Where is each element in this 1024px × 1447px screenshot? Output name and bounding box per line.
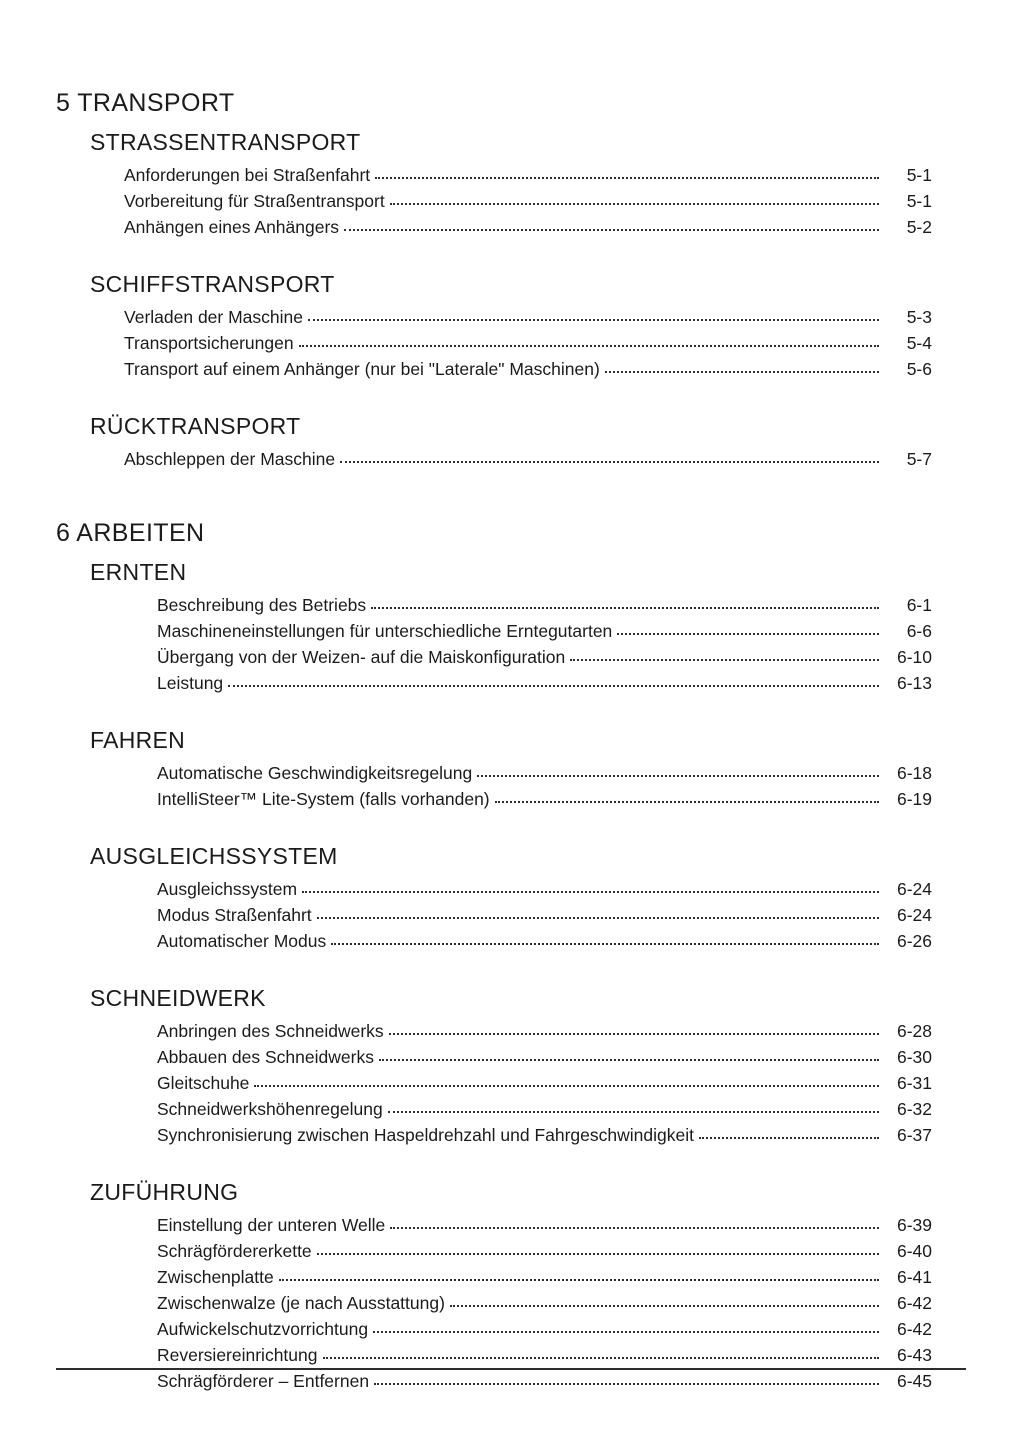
toc-entry [56,902,932,928]
dot-leader [374,1383,879,1385]
toc-entry-page: 6-40 [896,1241,932,1261]
toc-entry [56,214,932,240]
entry-list [56,1018,932,1148]
entry-list [56,446,932,472]
toc-entry-page: 6-1 [906,595,932,615]
toc-section [56,1178,932,1394]
toc-section [56,412,932,472]
toc-entry-label: Synchronisierung zwischen Haspeldrehzahl und Fahrgeschwindigkeit [157,1125,694,1145]
dot-leader [450,1305,879,1307]
dot-leader [373,1331,879,1333]
entry-list [56,304,932,382]
dot-leader [379,1059,879,1061]
toc-entry-label: Abschleppen der Maschine [124,449,336,469]
toc-entry-page: 6-24 [896,879,932,899]
toc-section [56,984,932,1148]
section-title: SCHIFFSTRANSPORT [90,271,335,297]
toc-entry-label: Zwischenplatte [157,1267,274,1287]
toc-entry-page: 6-28 [896,1021,932,1041]
toc-entry-label: Maschineneinstellungen für unterschiedliche Erntegutarten [157,621,613,641]
toc-entry-page: 5-3 [906,307,932,327]
toc-entry-page: 6-43 [896,1345,932,1365]
dot-leader [344,229,879,231]
dot-leader [299,345,879,347]
toc-entry [56,446,932,472]
toc-entry-page: 6-42 [896,1293,932,1313]
dot-leader [317,1253,879,1255]
toc-section [56,558,932,696]
toc-entry-page: 6-10 [896,647,932,667]
dot-leader [495,801,879,803]
dot-leader [390,203,879,205]
dot-leader [302,891,879,893]
toc-entry [56,618,932,644]
dot-leader [570,659,879,661]
toc-entry-page: 6-13 [896,673,932,693]
toc-entry-page: 6-6 [906,621,932,641]
toc-entry-label: Modus Straßenfahrt [157,905,312,925]
chapter [56,88,932,472]
toc-section [56,128,932,240]
toc-entry-page: 6-42 [896,1319,932,1339]
toc-entry-label: Einstellung der unteren Welle [157,1215,386,1235]
toc-entry [56,670,932,696]
toc-entry [56,162,932,188]
toc-entry-label: Anhängen eines Anhängers [124,217,340,237]
dot-leader [389,1033,879,1035]
toc-entry-page: 6-39 [896,1215,932,1235]
toc-entry-label: Ausgleichssystem [157,879,298,899]
entry-list [56,1212,932,1394]
dot-leader [340,461,879,463]
toc-entry-label: Schrägförderer – Entfernen [157,1371,370,1391]
toc-entry-page: 6-45 [896,1371,932,1391]
chapter-title: 6 ARBEITEN [56,519,205,547]
toc-entry-page: 6-24 [896,905,932,925]
dot-leader [279,1279,879,1281]
dot-leader [331,943,879,945]
entry-list [56,876,932,954]
dot-leader [371,607,879,609]
toc-entry-label: IntelliSteer™ Lite-System (falls vorhanden) [157,789,490,809]
toc-entry [56,356,932,382]
toc-entry-label: Anforderungen bei Straßenfahrt [124,165,371,185]
toc-entry [56,1212,932,1238]
toc-section [56,726,932,812]
dot-leader [228,685,879,687]
toc-entry [56,928,932,954]
section-title: AUSGLEICHSSYSTEM [90,843,338,869]
toc-entry-label: Reversiereinrichtung [157,1345,318,1365]
toc-entry-page: 6-30 [896,1047,932,1067]
entry-list [56,592,932,696]
dot-leader [308,319,879,321]
toc-entry [56,1264,932,1290]
toc-entry [56,786,932,812]
toc-entry-label: Transportsicherungen [124,333,294,353]
toc-entry [56,1290,932,1316]
entry-list [56,760,932,812]
toc-entry-page: 5-1 [906,165,932,185]
toc-entry-page: 5-1 [906,191,932,211]
toc-entry-page: 5-4 [906,333,932,353]
toc-entry-label: Verladen der Maschine [124,307,303,327]
toc-entry-label: Aufwickelschutzvorrichtung [157,1319,369,1339]
toc-section [56,270,932,382]
toc-entry-label: Transport auf einem Anhänger (nur bei "Laterale" Maschinen) [124,359,600,379]
toc-entry-label: Automatischer Modus [157,931,327,951]
toc-entry-page: 6-37 [896,1125,932,1145]
entry-list [56,162,932,240]
toc-entry [56,1018,932,1044]
toc-entry [56,304,932,330]
section-title: RÜCKTRANSPORT [90,413,301,439]
toc-entry [56,1316,932,1342]
toc-entry-label: Schrägfördererkette [157,1241,312,1261]
toc-section [56,842,932,954]
dot-leader [477,775,879,777]
toc-entry-page: 6-31 [896,1073,932,1093]
toc-entry [56,760,932,786]
dot-leader [605,371,879,373]
toc-entry-page: 6-26 [896,931,932,951]
toc-entry-label: Gleitschuhe [157,1073,250,1093]
toc-entry-label: Vorbereitung für Straßentransport [124,191,385,211]
toc-entry [56,1122,932,1148]
section-title: SCHNEIDWERK [90,985,266,1011]
section-title: STRASSENTRANSPORT [90,129,361,155]
toc-entry [56,330,932,356]
section-title: ERNTEN [90,559,187,585]
toc-entry-page: 6-19 [896,789,932,809]
toc [56,88,932,1394]
toc-entry-label: Leistung [157,673,224,693]
toc-entry [56,1044,932,1070]
toc-entry-page: 5-2 [906,217,932,237]
toc-entry [56,1096,932,1122]
dot-leader [375,177,879,179]
chapter-title: 5 TRANSPORT [56,89,235,117]
dot-leader [317,917,879,919]
dot-leader [699,1137,879,1139]
toc-entry-page: 5-7 [906,449,932,469]
toc-entry-label: Anbringen des Schneidwerks [157,1021,384,1041]
toc-entry [56,1368,932,1394]
toc-entry-page: 6-18 [896,763,932,783]
toc-entry [56,1342,932,1368]
footer-rule [56,1368,966,1370]
dot-leader [323,1357,880,1359]
toc-entry-page: 6-32 [896,1099,932,1119]
toc-entry-page: 6-41 [896,1267,932,1287]
toc-entry-label: Zwischenwalze (je nach Ausstattung) [157,1293,445,1313]
dot-leader [254,1085,879,1087]
toc-entry [56,876,932,902]
section-title: ZUFÜHRUNG [90,1179,239,1205]
toc-entry [56,644,932,670]
section-title: FAHREN [90,727,186,753]
toc-entry [56,1070,932,1096]
toc-entry-label: Beschreibung des Betriebs [157,595,367,615]
toc-entry [56,592,932,618]
toc-entry-label: Übergang von der Weizen- auf die Maiskonfiguration [157,647,566,667]
toc-entry-label: Automatische Geschwindigkeitsregelung [157,763,473,783]
dot-leader [388,1111,879,1113]
dot-leader [617,633,879,635]
chapter [56,518,932,1394]
toc-entry [56,1238,932,1264]
toc-entry-page: 5-6 [906,359,932,379]
toc-entry [56,188,932,214]
toc-entry-label: Abbauen des Schneidwerks [157,1047,374,1067]
dot-leader [390,1227,879,1229]
toc-entry-label: Schneidwerkshöhenregelung [157,1099,383,1119]
